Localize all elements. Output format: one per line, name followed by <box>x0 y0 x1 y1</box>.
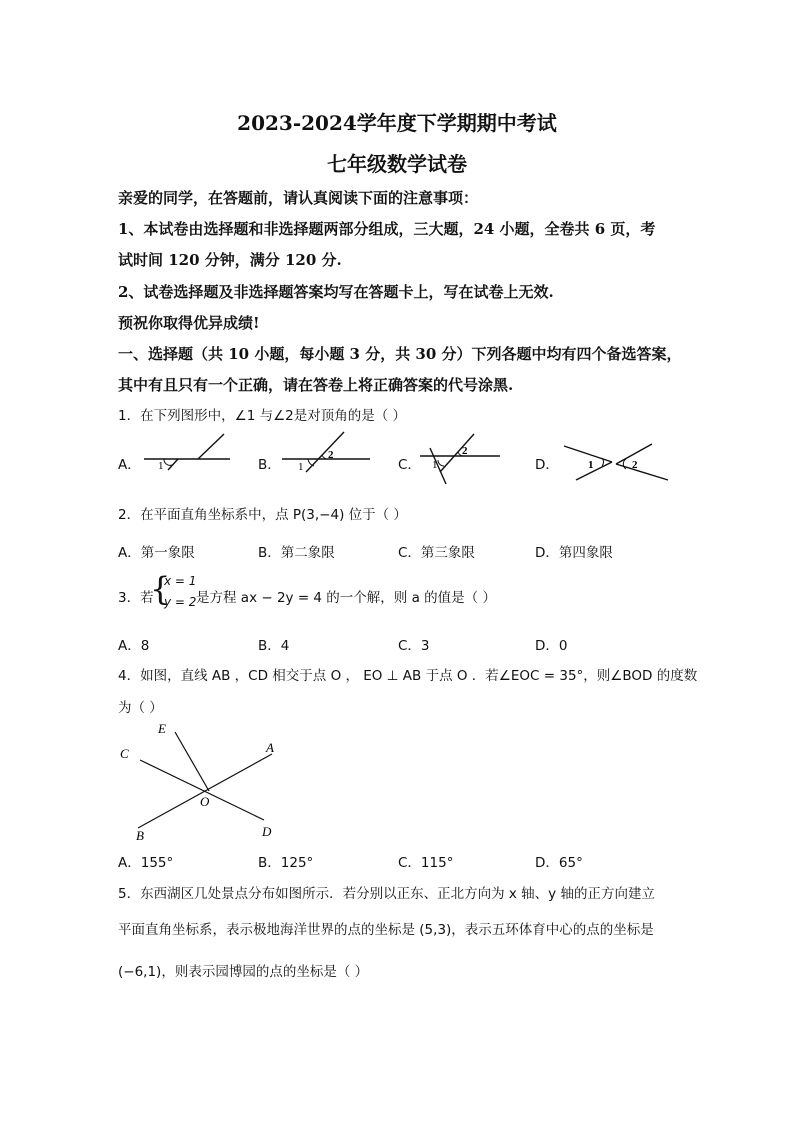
q3-suffix: 是方程 ax − 2y = 4 的一个解，则 a 的值是（ ） <box>196 590 496 606</box>
q3-option-b: B．4 <box>258 638 290 654</box>
q2-option-a: A．第一象限 <box>118 545 195 561</box>
q1-figure-b <box>278 430 378 474</box>
q2-option-b: B．第二象限 <box>258 545 335 561</box>
q4-text-line1: 4．如图，直线 AB ，CD 相交于点 O ， EO ⊥ AB 于点 O ．若∠EOC = 35°，则∠BOD 的度数 <box>118 668 698 684</box>
notice-item2: 2、试卷选择题及非选择题答案均写在答题卡上，写在试卷上无效. <box>118 283 554 301</box>
q4-option-a: A．155° <box>118 855 174 871</box>
notice-item1-line2: 试时间 120 分钟，满分 120 分. <box>118 251 342 269</box>
q1-figure-b-label-2: 2 <box>328 449 334 461</box>
q5-text-line2: 平面直角坐标系，表示极地海洋世界的点的坐标是 (5,3)，表示五环体育中心的点的坐标是 <box>118 922 654 938</box>
q3-system-brace: { <box>150 570 171 608</box>
q4-option-b: B．125° <box>258 855 314 871</box>
q4-option-d: D．65° <box>535 855 583 871</box>
q4-option-c: C．115° <box>398 855 454 871</box>
q1-figure-c-label-2: 2 <box>462 445 468 457</box>
q1-option-d-label: D． <box>535 457 559 473</box>
q3-prefix: 3．若 <box>118 590 154 606</box>
q1-figure-b-label-1: 1 <box>298 461 304 473</box>
q4-label-e: E <box>158 721 166 736</box>
q3-system-line2: y = 2 <box>164 595 197 609</box>
section1-line1: 一、选择题（共 10 小题，每小题 3 分，共 30 分）下列各题中均有四个备选答案， <box>118 345 682 363</box>
q4-label-d: D <box>262 824 272 839</box>
q1-text: 1．在下列图形中，∠1 与∠2是对顶角的是（ ） <box>118 408 407 424</box>
q3-system-line1: x = 1 <box>164 574 197 588</box>
q3-option-d: D．0 <box>535 638 568 654</box>
q1-figure-a-label-1: 1 <box>158 460 164 472</box>
q4-text-line2: 为（ ） <box>118 700 163 716</box>
notice-item1-line1: 1、本试卷由选择题和非选择题两部分组成，三大题，24 小题，全卷共 6 页，考 <box>118 220 656 238</box>
notice-wish: 预祝你取得优异成绩! <box>118 314 260 332</box>
exam-subtitle: 七年级数学试卷 <box>327 152 467 176</box>
q1-option-a-label: A． <box>118 457 141 473</box>
q5-text-line3: (−6,1)，则表示园博园的点的坐标是（ ） <box>118 964 369 980</box>
q2-option-d: D．第四象限 <box>535 545 613 561</box>
q4-label-b: B <box>136 828 144 843</box>
q1-figure-d-label-2: 2 <box>632 459 638 471</box>
q1-figure-d-label-1: 1 <box>588 459 594 471</box>
q2-text: 2．在平面直角坐标系中，点 P(3,−4) 位于（ ） <box>118 507 407 523</box>
q4-figure <box>110 716 300 846</box>
q1-figure-d <box>560 440 675 484</box>
q1-option-b-label: B． <box>258 457 281 473</box>
q2-option-c: C．第三象限 <box>398 545 475 561</box>
q4-label-a: A <box>266 740 274 755</box>
q3-option-a: A．8 <box>118 638 150 654</box>
q1-figure-c <box>418 430 508 486</box>
q1-option-c-label: C． <box>398 457 421 473</box>
notice-greeting: 亲爱的同学，在答题前，请认真阅读下面的注意事项： <box>118 189 479 207</box>
q4-label-c: C <box>120 746 129 761</box>
section1-line2: 其中有且只有一个正确，请在答卷上将正确答案的代号涂黑. <box>118 376 514 394</box>
q3-option-c: C．3 <box>398 638 430 654</box>
q1-figure-a <box>138 432 238 472</box>
q4-label-o: O <box>200 794 210 809</box>
exam-title: 2023-2024学年度下学期期中考试 <box>237 111 557 135</box>
q1-figure-c-label-1: 1 <box>432 459 438 471</box>
q5-text-line1: 5．东西湖区几处景点分布如图所示．若分别以正东、正北方向为 x 轴、y 轴的正方向建立 <box>118 886 655 902</box>
